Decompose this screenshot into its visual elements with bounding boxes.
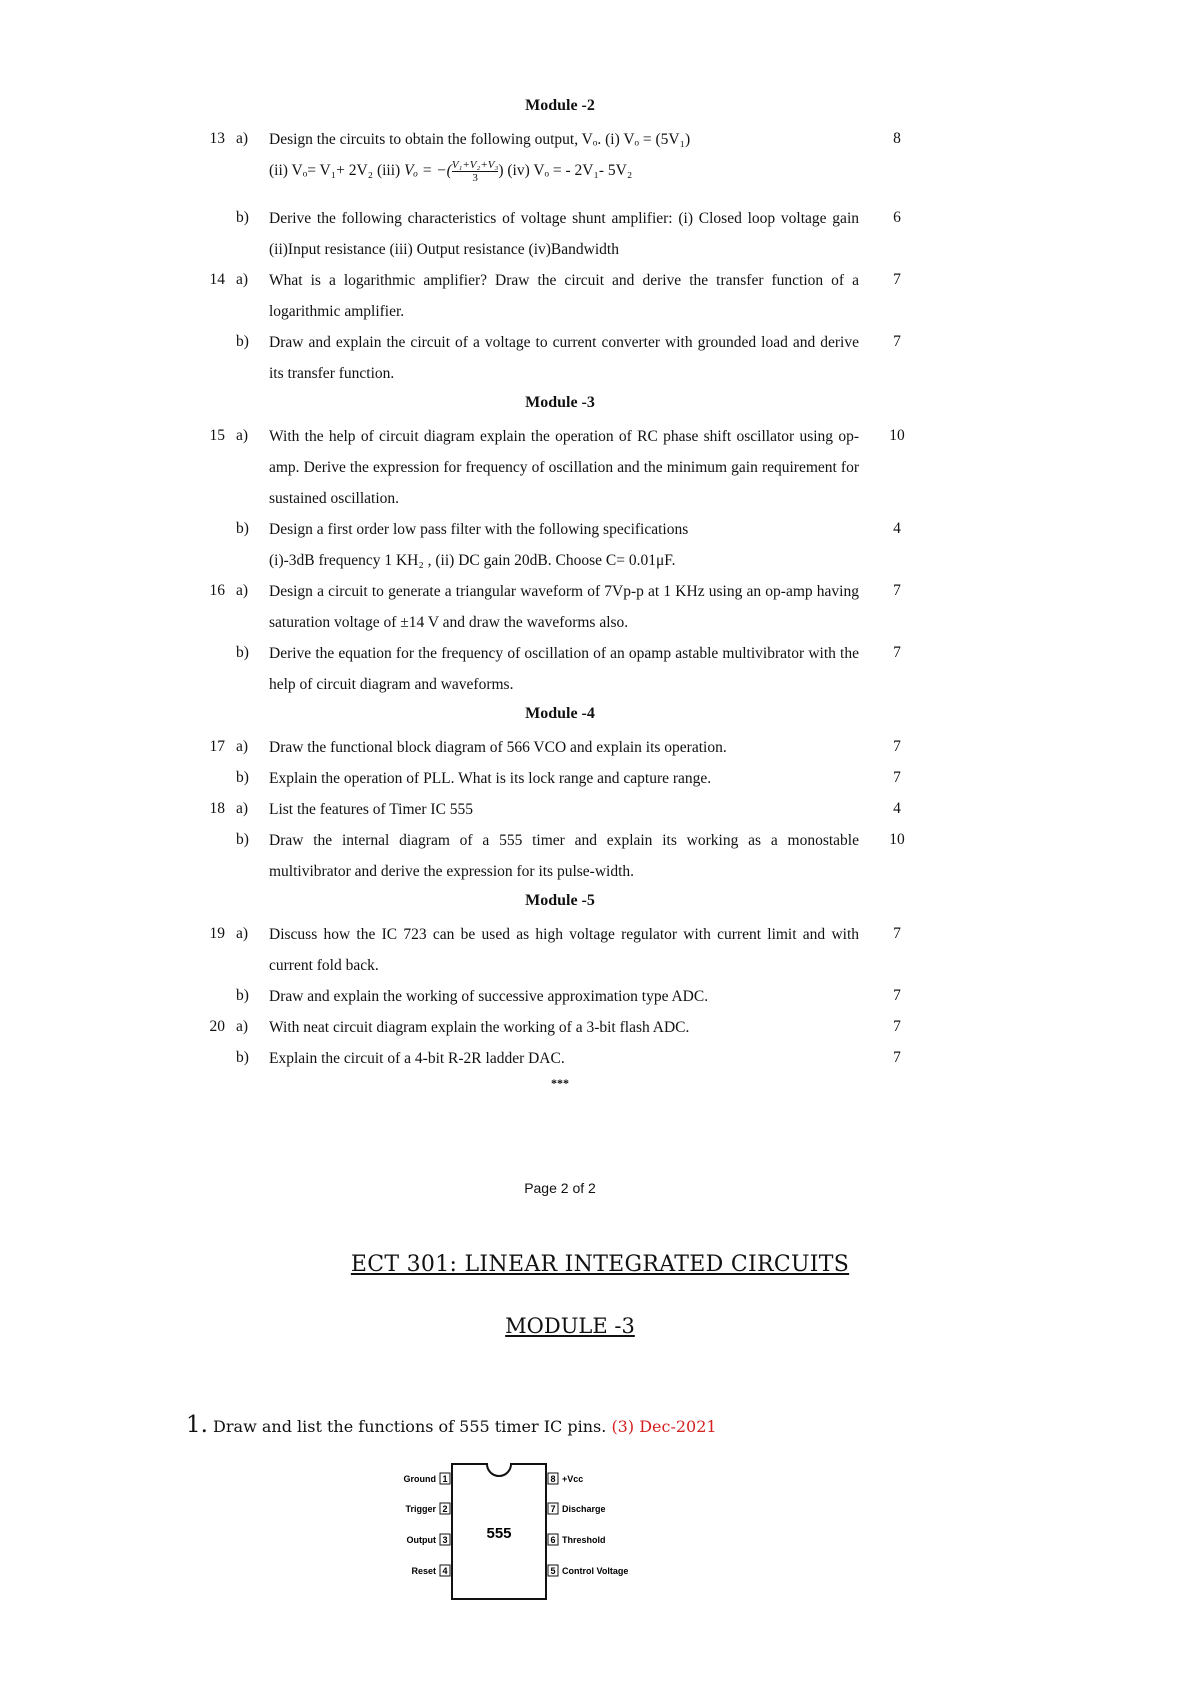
pin-4 [411, 1565, 450, 1576]
question-text-line: (i)-3dB frequency 1 KH₂ , (ii) DC gain 20dB. Choose C= 0.01μF. [269, 552, 676, 569]
marks: 4 [893, 800, 901, 817]
formula-text: ) (iv) Vₒ = - 2V₁- 5V₂ [498, 162, 633, 179]
end-mark: *** [551, 1076, 569, 1090]
question-number: 1. [186, 1412, 208, 1438]
pin-name: Reset [411, 1566, 436, 1576]
question-text: Draw the functional block diagram of 566 VCO and explain its operation. [269, 739, 727, 756]
pin-name: Ground [403, 1474, 436, 1484]
question-text: Explain the operation of PLL. What is its lock range and capture range. [269, 770, 712, 787]
part-label: b) [236, 987, 249, 1004]
pin-name: +Vcc [562, 1474, 584, 1484]
question-text: Draw and explain the circuit of a voltage to current converter with grounded load and derive its transfer function. [269, 334, 859, 382]
question-text: With neat circuit diagram explain the working of a 3-bit flash ADC. [269, 1019, 690, 1036]
module-heading-3: Module -3 [525, 394, 595, 411]
marks: 7 [893, 1018, 901, 1035]
part-label: b) [236, 769, 249, 786]
question-number: 19 [209, 925, 225, 942]
question-text: Derive the following characteristics of voltage shunt amplifier: (i) Closed loop voltage gain (ii)Input resistance (iii) Output resistance (iv)Bandwidth [269, 210, 859, 258]
question-text: Design a circuit to generate a triangular waveform of 7Vp-p at 1 KHz using an op-amp having saturation voltage of ±14 V and draw the waveforms also. [269, 583, 859, 631]
part-label: a) [236, 925, 249, 942]
pin-number: 6 [550, 1535, 556, 1545]
pin-name: Trigger [405, 1504, 436, 1514]
question-text [269, 124, 859, 186]
question-formula-line [269, 155, 859, 186]
formula-lhs: Vₒ = −( [404, 162, 452, 179]
question-text: List the features of Timer IC 555 [269, 801, 474, 818]
question-number: 16 [209, 582, 225, 599]
part-label: b) [236, 831, 249, 848]
document-title: ECT 301: LINEAR INTEGRATED CIRCUITS [350, 1252, 850, 1277]
question-number: 13 [209, 130, 225, 147]
pin-name: Threshold [562, 1535, 606, 1545]
question-number: 14 [209, 271, 225, 288]
page-footer: Page 2 of 2 [524, 1180, 596, 1196]
marks: 7 [893, 271, 901, 288]
module-title: MODULE -3 [505, 1314, 635, 1338]
pin-8 [548, 1473, 583, 1484]
formula-fraction [452, 159, 498, 184]
part-label: b) [236, 644, 249, 661]
question-number: 17 [209, 738, 225, 755]
pin-name: Control Voltage [562, 1566, 629, 1576]
pin-1 [404, 1473, 451, 1484]
marks: 7 [893, 1049, 901, 1066]
question-text-line: Design a first order low pass filter with the following specifications [269, 521, 689, 538]
part-label: b) [236, 520, 249, 537]
part-label: b) [236, 333, 249, 350]
pin-number: 2 [442, 1504, 448, 1514]
marks: 10 [889, 427, 905, 444]
pin-number: 5 [550, 1566, 556, 1576]
chip-label: 555 [486, 1525, 512, 1542]
pin-number: 7 [550, 1504, 556, 1514]
part-label: a) [236, 271, 249, 288]
part-label: a) [236, 738, 249, 755]
pin-number: 1 [442, 1474, 448, 1484]
pin-number: 4 [442, 1566, 448, 1576]
pin-name: Output [406, 1535, 436, 1545]
part-label: b) [236, 209, 249, 226]
ic-555-diagram [380, 1458, 680, 1618]
marks: 10 [889, 831, 905, 848]
marks: 8 [893, 130, 901, 147]
question-number: 20 [209, 1018, 225, 1035]
pin-name: Discharge [562, 1504, 606, 1514]
marks: 7 [893, 582, 901, 599]
pin-5 [548, 1565, 628, 1576]
marks: 7 [893, 738, 901, 755]
part-label: a) [236, 1018, 249, 1035]
question-text: What is a logarithmic amplifier? Draw the circuit and derive the transfer function of a logarithmic amplifier. [269, 272, 859, 320]
marks: 4 [893, 520, 901, 537]
question-number: 15 [209, 427, 225, 444]
marks: 7 [893, 769, 901, 786]
question-text-line: Design the circuits to obtain the following output, Vₒ. (i) Vₒ = (5V₁) [269, 131, 691, 148]
question-text: Draw and list the functions of 555 timer IC pins. [213, 1417, 607, 1436]
marks: 7 [893, 333, 901, 350]
question-1 [186, 1412, 717, 1438]
marks: 6 [893, 209, 901, 226]
pin-number: 3 [442, 1535, 448, 1545]
module-heading-5: Module -5 [525, 892, 595, 909]
part-label: b) [236, 1049, 249, 1066]
module-heading-2: Module -2 [525, 97, 595, 114]
pin-3 [407, 1534, 451, 1545]
question-text: With the help of circuit diagram explain the operation of RC phase shift oscillator using op-amp. Derive the expression for frequency of oscillation and the minimum gain requirement for sustained oscillation. [269, 428, 859, 507]
pin-6 [548, 1534, 606, 1545]
part-label: a) [236, 582, 249, 599]
module-heading-4: Module -4 [525, 705, 595, 722]
question-number: 18 [209, 800, 225, 817]
question-text: Draw the internal diagram of a 555 timer and explain its working as a monostable multivibrator and derive the expression for its pulse-width. [269, 832, 859, 880]
fraction-denominator: 3 [472, 171, 478, 184]
question-text: Explain the circuit of a 4-bit R-2R ladder DAC. [269, 1050, 565, 1067]
question-text: Derive the equation for the frequency of oscillation of an opamp astable multivibrator with the help of circuit diagram and waveforms. [269, 645, 859, 693]
pin-number: 8 [550, 1474, 556, 1484]
fraction-numerator: V₁+V₂+V₃ [451, 158, 499, 171]
part-label: a) [236, 130, 249, 147]
question-tag: (3) Dec-2021 [611, 1417, 717, 1436]
marks: 7 [893, 987, 901, 1004]
question-text: Discuss how the IC 723 can be used as high voltage regulator with current limit and with current fold back. [269, 926, 859, 974]
pin-2 [405, 1503, 450, 1514]
formula-text: (ii) Vₒ= V₁+ 2V₂ (iii) [269, 162, 405, 179]
question-text [269, 514, 859, 576]
marks: 7 [893, 925, 901, 942]
marks: 7 [893, 644, 901, 661]
part-label: a) [236, 800, 249, 817]
pin-7 [548, 1503, 606, 1514]
question-text: Draw and explain the working of successive approximation type ADC. [269, 988, 709, 1005]
part-label: a) [236, 427, 249, 444]
